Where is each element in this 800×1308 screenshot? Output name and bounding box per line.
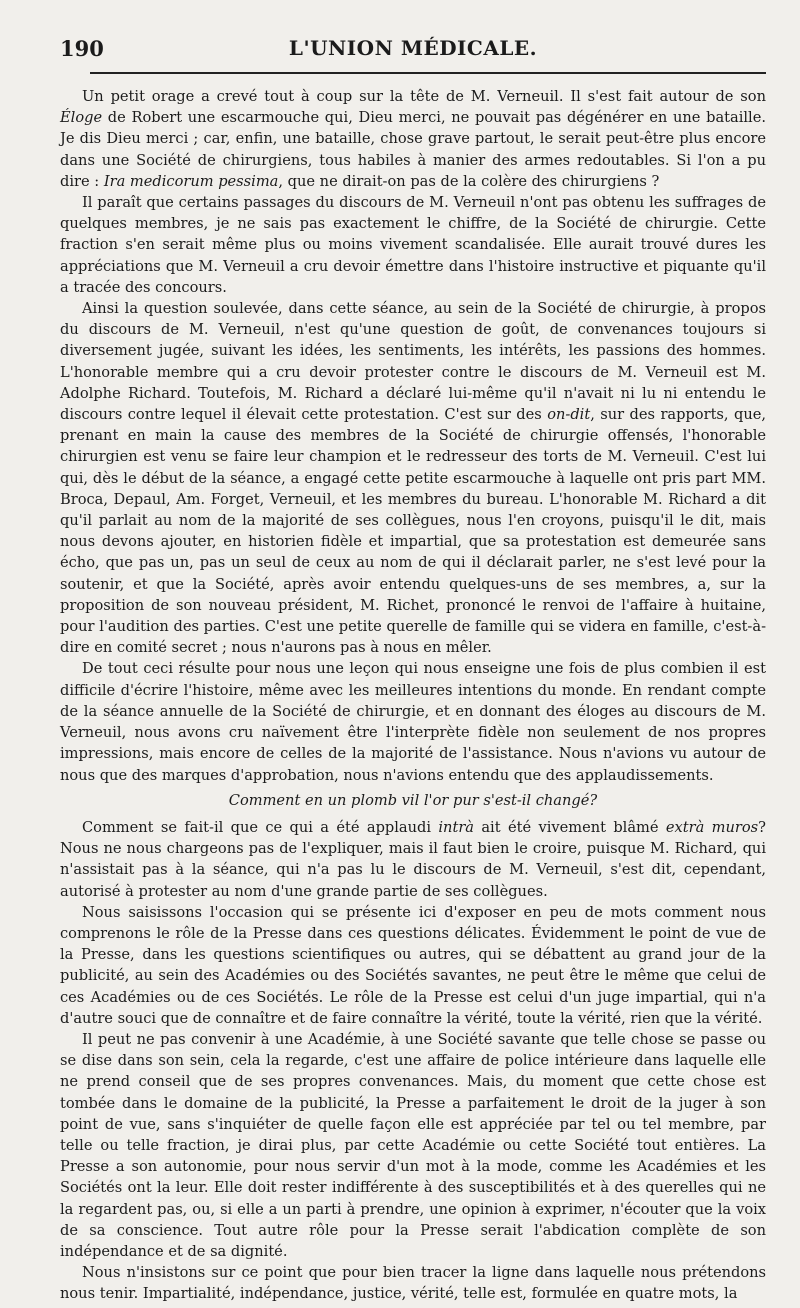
- running-title: L'UNION MÉDICALE.: [288, 36, 538, 60]
- header-rule: [90, 72, 766, 74]
- italic-run: Ira medicorum pessima: [103, 172, 279, 190]
- italic-run: Éloge: [60, 109, 103, 127]
- italic-run: extrà muros: [665, 818, 759, 836]
- italic-run: on-dit: [547, 406, 591, 424]
- text-run: de Robert une escarmouche qui, Dieu merci, ne pouvait pas dégénérer en une bataille. Je dis Dieu merci ; car, enfin, une bataille, chose grave partout, le serait peut-être plus encore dans une Société de chirurgiens, tous habiles à manier des armes redoutables. Si l'on a pu dire :: [60, 109, 766, 190]
- article-body: [60, 86, 766, 1305]
- paragraph-4: De tout ceci résulte pour nous une leçon qui nous enseigne une fois de plus combien il est difficile d'écrire l'histoire, même avec les meilleures intentions du monde. En rendant compte de la séance annuelle de la Société de chirurgie, et en donnant des éloges au discours de M. Verneuil, nous avons cru naïvement être l'interprète fidèle non seulement de nos propres impressions, mais encore de celles de la majorité de l'assistance. Nous n'avions vu autour de nous que des marques d'approbation, nous n'avions entendu que des applaudissements.: [60, 660, 766, 784]
- text-run: Ainsi la question soulevée, dans cette séance, au sein de la Société de chirurgie, à propos du discours de M. Verneuil, n'est qu'une question de goût, de convenances toujours si diversement jugée, suivant les idées, les sentiments, les intérêts, les passions des hommes. L'honorable membre qui a cru devoir protester contre le discours de M. Verneuil est M. Adolphe Richard. Toutefois, M. Richard a déclaré lui-même qu'il n'avait ni lu ni entendu le discours contre lequel il élevait cette protestation. C'est sur des: [60, 300, 766, 424]
- paragraph-1: [60, 86, 766, 192]
- paragraph-2: Il paraît que certains passages du discours de M. Verneuil n'ont pas obtenu les suffrages de quelques membres, je ne sais pas exactement le chiffre, de la Société de chirurgie. Cette fraction s'en serait même plus ou moins vivement scandalisée. Elle aurait trouvé dures les appréciations que M. Verneuil a cru devoir émettre dans l'histoire instructive et piquante qu'il a tracée des concours.: [60, 194, 766, 296]
- paragraph-6: Nous saisissons l'occasion qui se présente ici d'exposer en peu de mots comment nous comprenons le rôle de la Presse dans ces questions délicates. Évidemment le point de vue de la Presse, dans les questions scientifiques ou autres, qui se débattent au grand jour de la publicité, au sein des Académies ou des Sociétés savantes, ne peut être le même que celui de ces Académies ou de ces Sociétés. Le rôle de la Presse est celui d'un juge impartial, qui n'a d'autre souci que de connaître et de faire connaître la vérité, toute la vérité, rien que la vérité.: [60, 903, 766, 1027]
- italic-run: intrà: [438, 818, 474, 836]
- text-run: , sur des rapports, que, prenant en main la cause des membres de la Société de chirurgie offensés, l'honorable chirurgien est venu se faire leur champion et le redresseur des torts de M. Verneuil. C'est lui qui, dès le début de la séance, a engagé cette petite escarmouche à laquelle ont pris part MM. Broca, Depaul, Am. Forget, Verneuil, et les membres du bureau. L'honorable M. Richard a dit qu'il parlait au nom de la majorité de ses collègues, nous l'en croyons, puisqu'il le dit, mais nous devons ajouter, en historien fidèle et impartial, que sa protestation est demeurée sans écho, que pas un, pas un seul de ceux au nom de qui il déclarait parler, ne s'est levé pour la soutenir, et que la Société, après avoir entendu quelques-uns de ses membres, a, sur la proposition de son nouveau président, M. Richet, prononcé le renvoi de l'affaire à huitaine, pour l'audition des parties. C'est une petite querelle de famille qui se videra en famille, c'est-à-dire en comité secret ; nous n'aurons pas à nous en mêler.: [60, 406, 767, 657]
- page-header: [60, 30, 766, 66]
- text-run: Un petit orage a crevé tout à coup sur la tête de M. Verneuil. Il s'est fait autour de son: [82, 88, 766, 105]
- text-run: ait été vivement blâmé: [474, 818, 666, 836]
- paragraph-7: Il peut ne pas convenir à une Académie, à une Société savante que telle chose se passe ou se dise dans son sein, cela la regarde, c'est une affaire de police intérieure dans laquelle elle ne prend conseil que de ses propres convenances. Mais, du moment que cette chose est tombée dans le domaine de la publicité, la Presse a parfaitement le droit de la juger à son point de vue, sans s'inquiéter de quelle façon elle est appréciée par tel ou tel membre, par telle ou telle fraction, je dirai plus, par cette Académie ou cette Société tout entières. La Presse a son autonomie, pour nous servir d'un mot à la mode, comme les Académies et les Sociétés ont la leur. Elle doit rester indifférente à des susceptibilités et à des querelles qui ne la regardent pas, ou, si elle a un parti à prendre, une opinion à exprimer, n'écouter que la voix de sa conscience. Tout autre rôle pour la Presse serait l'abdication complète de son indépendance et de sa dignité.: [60, 1030, 766, 1260]
- text-run: , que ne dirait-on pas de la colère des chirurgiens ?: [278, 172, 660, 190]
- page-number: 190: [60, 36, 104, 61]
- paragraph-5: [60, 817, 766, 902]
- text-run: Comment se fait-il que ce qui a été applaudi: [82, 818, 439, 836]
- text-run: ? Nous ne nous chargeons pas de l'expliquer, mais il faut bien le croire, puisque M. Richard, qui n'assistait pas à la séance, qui n'a pas lu le discours de M. Verneuil, s'est dit, cependant, autorisé à protester au nom d'une grande partie de ses collègues.: [60, 818, 766, 900]
- paragraph-3: [60, 298, 766, 658]
- section-subheading: Comment en un plomb vil l'or pur s'est-il changé?: [228, 791, 598, 809]
- paragraph-8: Nous n'insistons sur ce point que pour bien tracer la ligne dans laquelle nous prétendons nous tenir. Impartialité, indépendance, justice, vérité, telle est, formulée en quatre mots, la: [60, 1264, 766, 1303]
